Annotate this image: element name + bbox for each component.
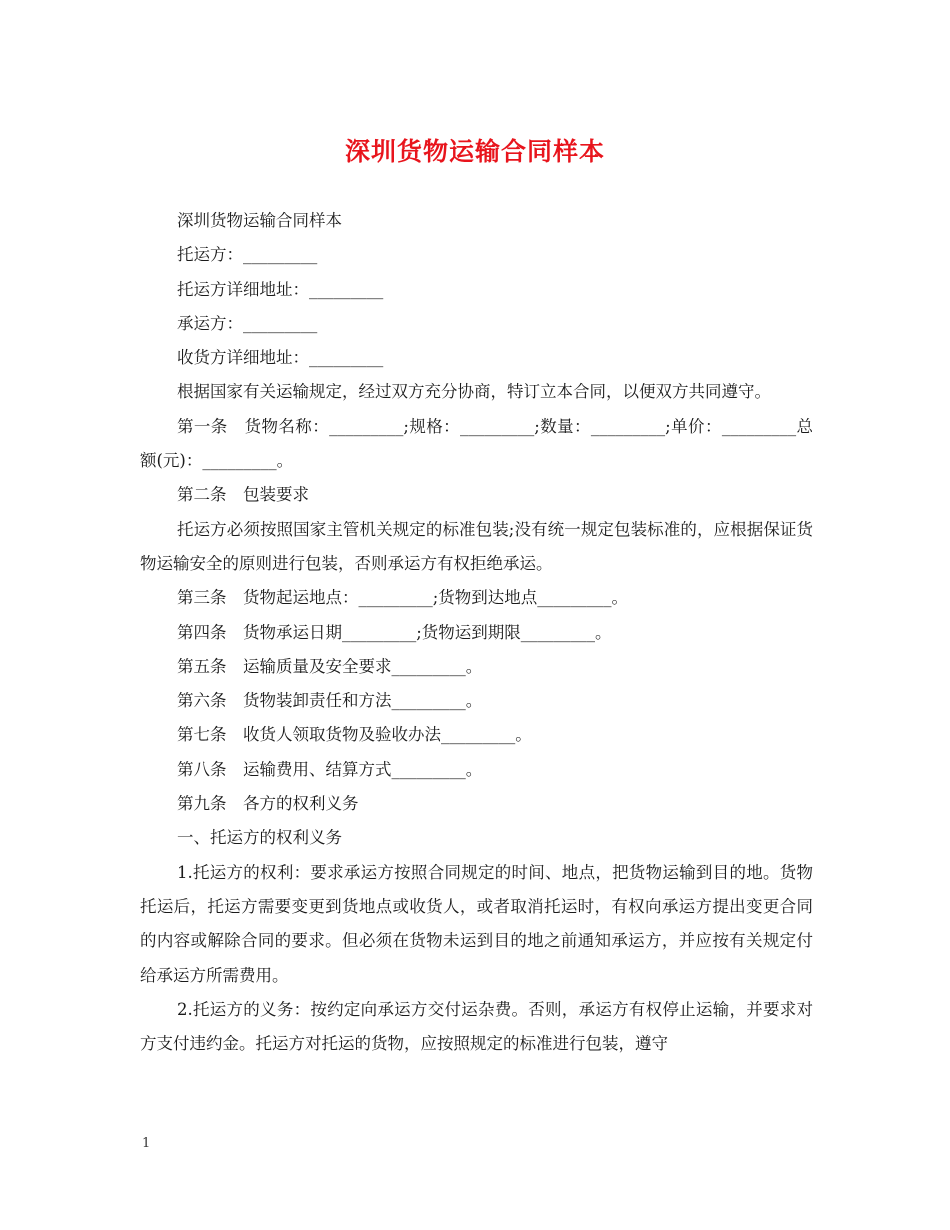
page-number: 1 [142, 1136, 151, 1151]
paragraph-consignee-address: 收货方详细地址：_________ [177, 348, 384, 368]
paragraph-article-3: 第三条 货物起运地点：_________;货物到达地点_________。 [177, 588, 629, 608]
paragraph-article-6: 第六条 货物装卸责任和方法_________。 [177, 691, 483, 711]
paragraph-carrier: 承运方：_________ [177, 313, 318, 333]
document-title: 深圳货物运输合同样本 [344, 137, 605, 166]
document-body [140, 204, 813, 1061]
paragraph-shipper: 托运方：_________ [177, 245, 318, 265]
paragraph-article-1: 第一条 货物名称：_________;规格：_________;数量：_________;单价：_________总额(元)：_________。 [140, 416, 813, 471]
paragraph-heading-repeat: 深圳货物运输合同样本 [177, 211, 342, 230]
paragraph-shipper-obligations: 2.托运方的义务：按约定向承运方交付运杂费。否则，承运方有权停止运输，并要求对方支付违约金。托运方对托运的货物，应按照规定的标准进行包装，遵守 [140, 999, 813, 1054]
paragraph-article-7: 第七条 收货人领取货物及验收办法_________。 [177, 725, 532, 745]
paragraph-packaging-terms: 托运方必须按照国家主管机关规定的标准包装;没有统一规定包装标准的，应根据保证货物运输安全的原则进行包装，否则承运方有权拒绝承运。 [140, 519, 813, 573]
paragraph-article-4: 第四条 货物承运日期_________;货物运到期限_________。 [177, 622, 612, 642]
paragraph-section-shipper: 一、托运方的权利义务 [177, 828, 342, 848]
paragraph-preamble: 根据国家有关运输规定，经过双方充分协商，特订立本合同，以便双方共同遵守。 [177, 382, 771, 402]
paragraph-article-2: 第二条 包装要求 [177, 485, 309, 505]
paragraph-article-9: 第九条 各方的权利义务 [177, 794, 359, 814]
paragraph-article-8: 第八条 运输费用、结算方式_________。 [177, 759, 483, 779]
paragraph-shipper-address: 托运方详细地址：_________ [177, 279, 384, 299]
paragraph-article-5: 第五条 运输质量及安全要求_________。 [177, 656, 483, 676]
paragraph-shipper-rights: 1.托运方的权利：要求承运方按照合同规定的时间、地点，把货物运输到目的地。货物托运后，托运方需要变更到货地点或收货人，或者取消托运时，有权向承运方提出变更合同的内容或解除合同的要求。但必须在货物未运到目的地之前通知承运方，并应按有关规定付给承运方所需费用。 [140, 862, 813, 985]
